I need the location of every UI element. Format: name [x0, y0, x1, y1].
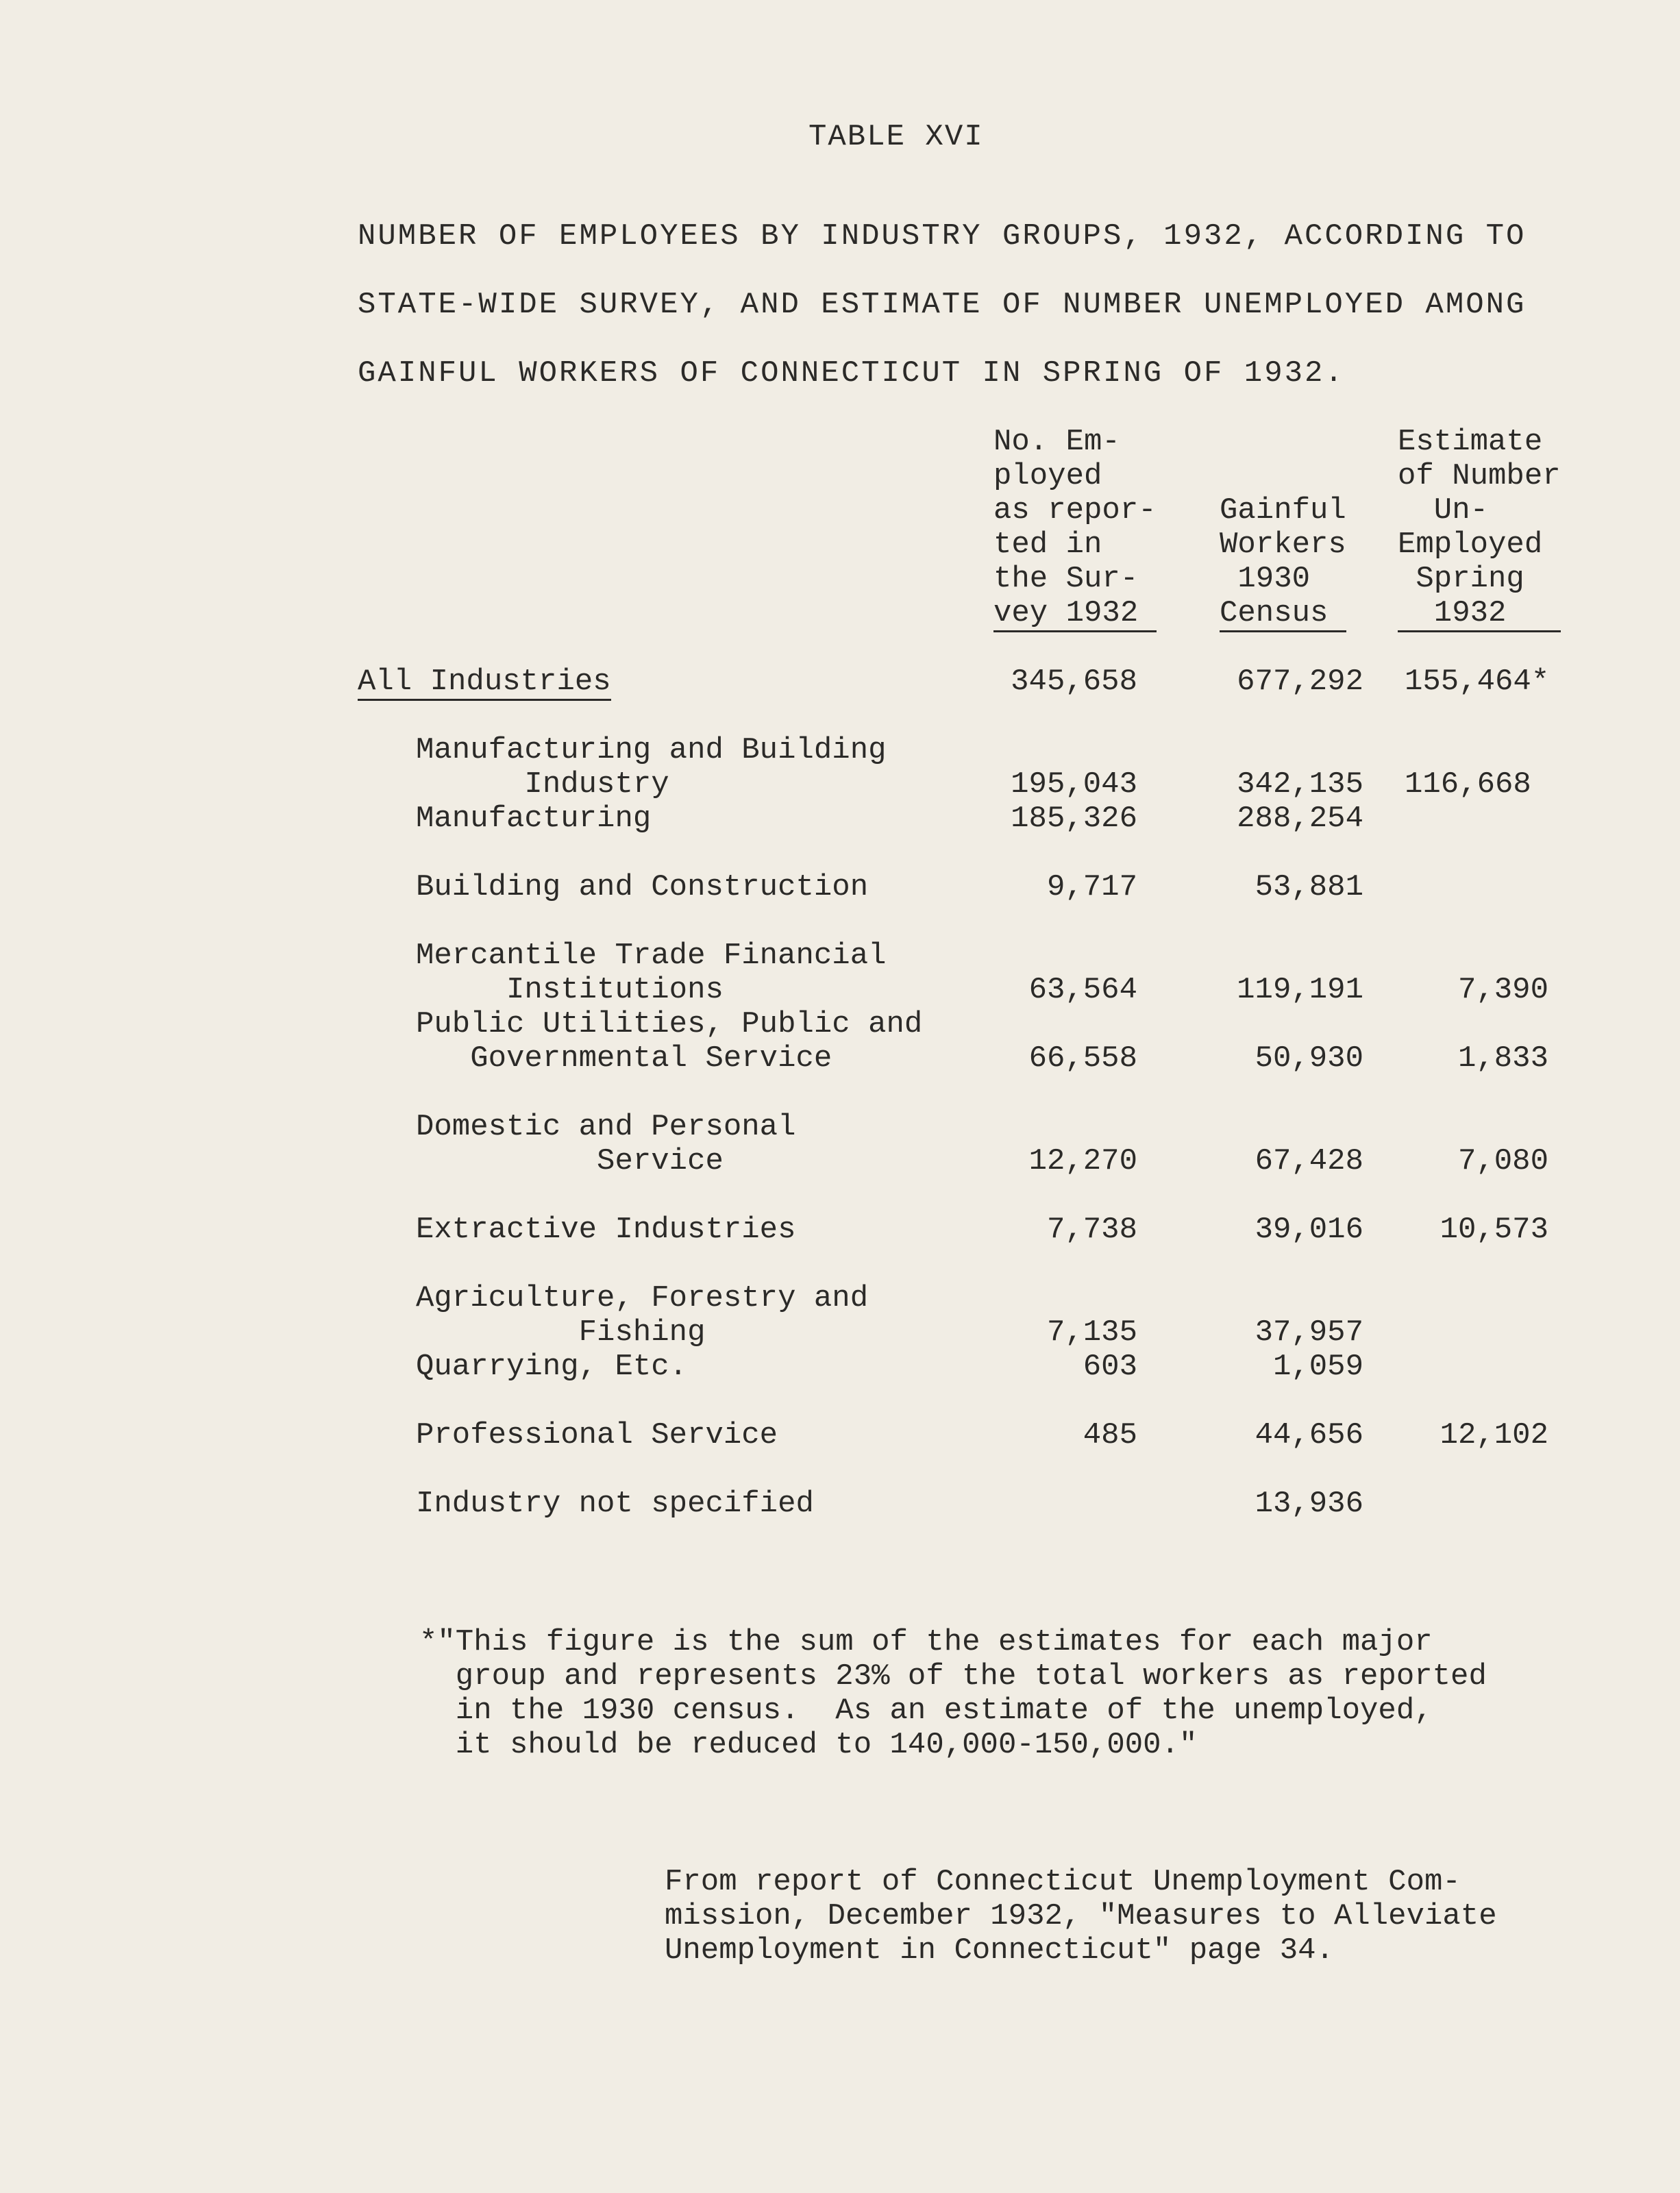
cell-building-gainful: 53,881 [1255, 870, 1363, 904]
cell-all-unemployed: 155,464* [1405, 665, 1550, 699]
cell-agriculture-employed: 7,135 [1046, 1315, 1137, 1350]
cell-public-gainful: 50,930 [1255, 1041, 1363, 1076]
row-label-mfg-building: Manufacturing and Building Industry [416, 733, 887, 802]
cell-extractive-unemployed: 10,573 [1440, 1213, 1548, 1247]
cell-quarrying-employed: 603 [1083, 1350, 1137, 1384]
row-label-public: Public Utilities, Public and Governmental Service [416, 1007, 923, 1076]
cell-building-employed: 9,717 [1046, 870, 1137, 904]
cell-domestic-gainful: 67,428 [1255, 1144, 1363, 1178]
table-label: TABLE XVI [808, 120, 984, 154]
row-label-quarrying: Quarrying, Etc. [416, 1350, 688, 1384]
column-header-employed: No. Em- ployed as repor- ted in the Sur- vey 1932 [993, 425, 1157, 632]
cell-mercantile-unemployed: 7,390 [1457, 973, 1548, 1007]
heading-line-1: NUMBER OF EMPLOYEES BY INDUSTRY GROUPS, 1932, ACCORDING TO [358, 219, 1527, 253]
cell-professional-gainful: 44,656 [1255, 1418, 1363, 1452]
cell-public-employed: 66,558 [1028, 1041, 1137, 1076]
cell-quarrying-gainful: 1,059 [1272, 1350, 1363, 1384]
cell-professional-employed: 485 [1083, 1418, 1137, 1452]
cell-extractive-employed: 7,738 [1046, 1213, 1137, 1247]
source-citation: From report of Connecticut Unemployment Com- mission, December 1932, "Measures to Alleviate Unemployment in Connecticut" page 34. [665, 1865, 1497, 1968]
cell-not-specified-gainful: 13,936 [1255, 1487, 1363, 1521]
heading-line-3: GAINFUL WORKERS OF CONNECTICUT IN SPRING OF 1932. [358, 356, 1345, 391]
cell-mfg-gainful: 288,254 [1237, 802, 1363, 836]
cell-mfg-employed: 185,326 [1011, 802, 1137, 836]
cell-public-unemployed: 1,833 [1457, 1041, 1548, 1076]
column-header-unemployed: Estimate of Number Un- Employed Spring 1932 [1398, 425, 1561, 632]
column-header-gainful: Gainful Workers 1930 Census [1220, 493, 1346, 632]
row-label-not-specified: Industry not specified [416, 1487, 814, 1521]
cell-domestic-unemployed: 7,080 [1457, 1144, 1548, 1178]
cell-mercantile-employed: 63,564 [1028, 973, 1137, 1007]
row-label-professional: Professional Service [416, 1418, 778, 1452]
cell-mfg-building-unemployed: 116,668 [1405, 767, 1531, 802]
row-label-domestic: Domestic and Personal Service [416, 1110, 796, 1178]
row-label-agriculture: Agriculture, Forestry and Fishing [416, 1281, 869, 1350]
cell-mercantile-gainful: 119,191 [1237, 973, 1363, 1007]
cell-mfg-building-gainful: 342,135 [1237, 767, 1363, 802]
cell-agriculture-gainful: 37,957 [1255, 1315, 1363, 1350]
cell-all-gainful: 677,292 [1237, 665, 1363, 699]
row-label-mercantile: Mercantile Trade Financial Institutions [416, 939, 887, 1007]
row-label-building: Building and Construction [416, 870, 869, 904]
cell-mfg-building-employed: 195,043 [1011, 767, 1137, 802]
footnote: *"This figure is the sum of the estimates for each major group and represents 23% of the total workers as reported in the 1930 census. As an estimate of the unemployed, it should be reduced to 140,000-150,000." [419, 1625, 1487, 1762]
cell-all-employed: 345,658 [1011, 665, 1137, 699]
heading-line-2: STATE-WIDE SURVEY, AND ESTIMATE OF NUMBER UNEMPLOYED AMONG [358, 288, 1527, 322]
row-label-extractive: Extractive Industries [416, 1213, 796, 1247]
cell-domestic-employed: 12,270 [1028, 1144, 1137, 1178]
row-label-all-industries: All Industries [358, 665, 611, 701]
row-label-manufacturing: Manufacturing [416, 802, 652, 836]
cell-extractive-gainful: 39,016 [1255, 1213, 1363, 1247]
cell-professional-unemployed: 12,102 [1440, 1418, 1548, 1452]
